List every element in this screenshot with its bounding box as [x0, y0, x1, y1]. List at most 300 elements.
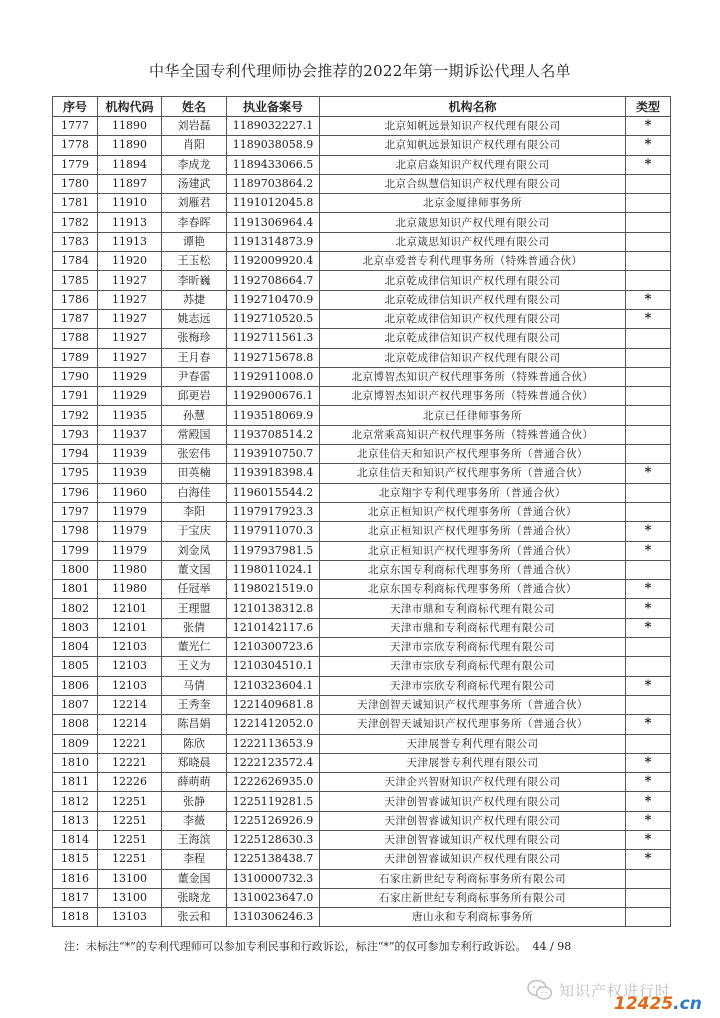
- cell-name: 李薇: [162, 811, 227, 830]
- cell-org-code: 11980: [98, 560, 162, 579]
- cell-seq: 1818: [53, 908, 98, 927]
- cell-type: [626, 502, 671, 521]
- cell-org-name: 北京佳信天和知识产权代理事务所（普通合伙）: [320, 445, 626, 464]
- cell-license-no: 1193918398.4: [227, 464, 320, 483]
- table-row: [53, 580, 671, 599]
- table-row: [53, 117, 671, 136]
- cell-org-code: 11979: [98, 541, 162, 560]
- cell-name: 郑晓晨: [162, 753, 227, 772]
- table-row: [53, 888, 671, 907]
- cell-type: [626, 232, 671, 251]
- cell-org-name: 北京乾成律信知识产权代理有限公司: [320, 290, 626, 309]
- cell-org-name: 北京佳信天和知识产权代理事务所（普通合伙）: [320, 464, 626, 483]
- cell-org-code: 11929: [98, 367, 162, 386]
- cell-org-name: 北京正桓知识产权代理事务所（普通合伙）: [320, 541, 626, 560]
- cell-seq: 1806: [53, 676, 98, 695]
- cell-org-name: 北京箴思知识产权代理有限公司: [320, 213, 626, 232]
- cell-license-no: 1189038058.9: [227, 136, 320, 155]
- cell-license-no: 1197911070.3: [227, 522, 320, 541]
- cell-org-name: 北京知帆远景知识产权代理有限公司: [320, 117, 626, 136]
- table-row: [53, 445, 671, 464]
- cell-name: 薛萌萌: [162, 773, 227, 792]
- cell-org-code: 11979: [98, 522, 162, 541]
- cell-org-name: 天津创智睿诚知识产权代理有限公司: [320, 811, 626, 830]
- table-row: [53, 908, 671, 927]
- cell-type: [626, 174, 671, 193]
- cell-license-no: 1191306964.4: [227, 213, 320, 232]
- table-body: [53, 117, 671, 927]
- cell-seq: 1800: [53, 560, 98, 579]
- cell-name: 陈欣: [162, 734, 227, 753]
- cell-seq: 1793: [53, 425, 98, 444]
- cell-org-code: 11927: [98, 348, 162, 367]
- cell-license-no: 1210304510.1: [227, 657, 320, 676]
- cell-seq: 1792: [53, 406, 98, 425]
- column-header-license-no: 执业备案号: [227, 97, 320, 117]
- cell-org-code: 12251: [98, 830, 162, 849]
- cell-org-code: 11927: [98, 290, 162, 309]
- cell-type: [626, 194, 671, 213]
- cell-license-no: 1210138312.8: [227, 599, 320, 618]
- table-row: [53, 348, 671, 367]
- cell-name: 张云和: [162, 908, 227, 927]
- cell-org-name: 北京乾成律信知识产权代理有限公司: [320, 348, 626, 367]
- cell-seq: 1801: [53, 580, 98, 599]
- cell-name: 肖阳: [162, 136, 227, 155]
- cell-org-code: 12214: [98, 695, 162, 714]
- cell-type: [626, 348, 671, 367]
- cell-name: 王海滨: [162, 830, 227, 849]
- cell-org-code: 11979: [98, 502, 162, 521]
- wechat-icon: [527, 979, 553, 1001]
- footnote-text: 注：未标注“*”的专利代理师可以参加专利民事和行政诉讼，标注“*”的仅可参加专利行政诉讼。: [64, 940, 527, 953]
- cell-org-name: 北京卓爱普专利代理事务所（特殊普通合伙）: [320, 252, 626, 271]
- site-logo: [614, 994, 702, 1016]
- cell-name: 马倩: [162, 676, 227, 695]
- cell-type: *: [626, 715, 671, 734]
- cell-org-name: 北京金厦律师事务所: [320, 194, 626, 213]
- cell-license-no: 1210142117.6: [227, 618, 320, 637]
- cell-org-name: 北京启焱知识产权代理有限公司: [320, 155, 626, 174]
- cell-org-name: 北京正桓知识产权代理事务所（普通合伙）: [320, 522, 626, 541]
- table-row: [53, 734, 671, 753]
- cell-name: 张梅珍: [162, 329, 227, 348]
- cell-name: 李昕巍: [162, 271, 227, 290]
- cell-org-name: 北京箴思知识产权代理有限公司: [320, 232, 626, 251]
- cell-license-no: 1192708664.7: [227, 271, 320, 290]
- cell-seq: 1794: [53, 445, 98, 464]
- cell-seq: 1803: [53, 618, 98, 637]
- cell-name: 李阳: [162, 502, 227, 521]
- table-row: [53, 811, 671, 830]
- cell-name: 李成龙: [162, 155, 227, 174]
- cell-license-no: 1225126926.9: [227, 811, 320, 830]
- table-row: [53, 232, 671, 251]
- cell-seq: 1787: [53, 309, 98, 328]
- cell-org-code: 12103: [98, 638, 162, 657]
- cell-org-code: 12221: [98, 753, 162, 772]
- cell-org-name: 天津创智天诚知识产权代理事务所（普通合伙）: [320, 715, 626, 734]
- cell-seq: 1799: [53, 541, 98, 560]
- cell-seq: 1811: [53, 773, 98, 792]
- cell-seq: 1812: [53, 792, 98, 811]
- cell-name: 王义为: [162, 657, 227, 676]
- cell-seq: 1780: [53, 174, 98, 193]
- cell-type: *: [626, 309, 671, 328]
- cell-seq: 1783: [53, 232, 98, 251]
- cell-seq: 1808: [53, 715, 98, 734]
- cell-license-no: 1222123572.4: [227, 753, 320, 772]
- cell-name: 白海佳: [162, 483, 227, 502]
- cell-license-no: 1210323604.1: [227, 676, 320, 695]
- cell-org-name: 天津市宗欣专利商标代理有限公司: [320, 676, 626, 695]
- cell-name: 任冠举: [162, 580, 227, 599]
- cell-license-no: 1310306246.3: [227, 908, 320, 927]
- cell-org-code: 11897: [98, 174, 162, 193]
- cell-type: [626, 252, 671, 271]
- cell-org-code: 12101: [98, 599, 162, 618]
- cell-org-code: 12101: [98, 618, 162, 637]
- cell-type: [626, 657, 671, 676]
- cell-seq: 1790: [53, 367, 98, 386]
- cell-org-code: 11920: [98, 252, 162, 271]
- table-row: [53, 483, 671, 502]
- cell-name: 董文国: [162, 560, 227, 579]
- table-row: [53, 657, 671, 676]
- table-row: [53, 502, 671, 521]
- cell-type: [626, 560, 671, 579]
- cell-seq: 1804: [53, 638, 98, 657]
- table-row: [53, 792, 671, 811]
- table-header-row: [53, 97, 671, 117]
- table-row: [53, 695, 671, 714]
- cell-license-no: 1191012045.8: [227, 194, 320, 213]
- table-row: [53, 522, 671, 541]
- cell-type: *: [626, 773, 671, 792]
- cell-org-name: 北京正桓知识产权代理事务所（普通合伙）: [320, 502, 626, 521]
- table-row: [53, 715, 671, 734]
- cell-type: *: [626, 290, 671, 309]
- cell-org-code: 12103: [98, 657, 162, 676]
- cell-name: 邱更岩: [162, 387, 227, 406]
- cell-org-code: 11929: [98, 387, 162, 406]
- cell-seq: 1815: [53, 850, 98, 869]
- cell-org-name: 天津创智天诚知识产权代理事务所（普通合伙）: [320, 695, 626, 714]
- cell-seq: 1807: [53, 695, 98, 714]
- cell-seq: 1797: [53, 502, 98, 521]
- cell-license-no: 1189433066.5: [227, 155, 320, 174]
- cell-org-name: 天津创智睿诚知识产权代理有限公司: [320, 830, 626, 849]
- site-logo-number: 12425: [614, 994, 674, 1014]
- cell-license-no: 1310023647.0: [227, 888, 320, 907]
- cell-type: [626, 367, 671, 386]
- cell-org-code: 11910: [98, 194, 162, 213]
- page-title: 中华全国专利代理师协会推荐的2022年第一期诉讼代理人名单: [149, 62, 571, 80]
- cell-org-name: 北京乾成律信知识产权代理有限公司: [320, 329, 626, 348]
- cell-license-no: 1193518069.9: [227, 406, 320, 425]
- cell-org-name: 北京合纵慧信知识产权代理有限公司: [320, 174, 626, 193]
- table-row: [53, 599, 671, 618]
- cell-license-no: 1192710470.9: [227, 290, 320, 309]
- cell-org-name: 北京乾成律信知识产权代理有限公司: [320, 271, 626, 290]
- cell-name: 张宏伟: [162, 445, 227, 464]
- table-row: [53, 290, 671, 309]
- cell-type: *: [626, 522, 671, 541]
- cell-type: [626, 734, 671, 753]
- cell-license-no: 1222626935.0: [227, 773, 320, 792]
- cell-name: 尹春雷: [162, 367, 227, 386]
- cell-org-name: 唐山永和专利商标事务所: [320, 908, 626, 927]
- cell-org-name: 北京博智杰知识产权代理事务所（特殊普通合伙）: [320, 367, 626, 386]
- cell-org-code: 11980: [98, 580, 162, 599]
- cell-org-name: 天津企兴智财知识产权代理有限公司: [320, 773, 626, 792]
- cell-org-name: 天津创智睿诚知识产权代理有限公司: [320, 850, 626, 869]
- agent-roster-table: [52, 96, 671, 927]
- cell-seq: 1778: [53, 136, 98, 155]
- cell-seq: 1809: [53, 734, 98, 753]
- cell-name: 于宝庆: [162, 522, 227, 541]
- cell-type: [626, 483, 671, 502]
- cell-org-code: 13103: [98, 908, 162, 927]
- cell-type: *: [626, 599, 671, 618]
- cell-org-name: 北京已任律师事务所: [320, 406, 626, 425]
- cell-org-code: 12251: [98, 811, 162, 830]
- cell-license-no: 1189703864.2: [227, 174, 320, 193]
- cell-license-no: 1210300723.6: [227, 638, 320, 657]
- cell-name: 张倩: [162, 618, 227, 637]
- cell-type: *: [626, 830, 671, 849]
- cell-name: 张晓龙: [162, 888, 227, 907]
- cell-name: 董金国: [162, 869, 227, 888]
- cell-license-no: 1310000732.3: [227, 869, 320, 888]
- cell-type: *: [626, 811, 671, 830]
- table-row: [53, 329, 671, 348]
- cell-org-name: 天津展誉专利代理有限公司: [320, 734, 626, 753]
- cell-name: 常殿国: [162, 425, 227, 444]
- table-row: [53, 213, 671, 232]
- cell-seq: 1814: [53, 830, 98, 849]
- cell-seq: 1782: [53, 213, 98, 232]
- cell-license-no: 1221409681.8: [227, 695, 320, 714]
- cell-license-no: 1225119281.5: [227, 792, 320, 811]
- watermark-text: 知识产权进行时: [559, 981, 672, 1000]
- cell-org-code: 11890: [98, 117, 162, 136]
- cell-name: 刘雁君: [162, 194, 227, 213]
- cell-license-no: 1225138438.7: [227, 850, 320, 869]
- footnote: [64, 938, 664, 954]
- cell-org-code: 12251: [98, 792, 162, 811]
- cell-name: 苏捷: [162, 290, 227, 309]
- cell-name: 王玉松: [162, 252, 227, 271]
- cell-seq: 1789: [53, 348, 98, 367]
- cell-seq: 1805: [53, 657, 98, 676]
- cell-seq: 1813: [53, 811, 98, 830]
- cell-seq: 1788: [53, 329, 98, 348]
- table-row: [53, 271, 671, 290]
- cell-name: 张静: [162, 792, 227, 811]
- cell-org-code: 11937: [98, 425, 162, 444]
- cell-name: 陈昌娟: [162, 715, 227, 734]
- table-row: [53, 406, 671, 425]
- cell-license-no: 1198021519.0: [227, 580, 320, 599]
- cell-license-no: 1192009920.4: [227, 252, 320, 271]
- cell-org-name: 天津市宗欣专利商标代理有限公司: [320, 638, 626, 657]
- table-row: [53, 252, 671, 271]
- table-row: [53, 773, 671, 792]
- cell-license-no: 1192900676.1: [227, 387, 320, 406]
- cell-org-name: 北京东国专利商标代理事务所（普通合伙）: [320, 560, 626, 579]
- cell-seq: 1784: [53, 252, 98, 271]
- cell-license-no: 1191314873.9: [227, 232, 320, 251]
- cell-org-code: 11927: [98, 271, 162, 290]
- column-header-seq: 序号: [53, 97, 98, 117]
- column-header-name: 姓名: [162, 97, 227, 117]
- cell-license-no: 1189032227.1: [227, 117, 320, 136]
- column-header-org-name: 机构名称: [320, 97, 626, 117]
- cell-org-code: 11939: [98, 445, 162, 464]
- cell-seq: 1785: [53, 271, 98, 290]
- column-header-type: 类型: [626, 97, 671, 117]
- cell-type: *: [626, 580, 671, 599]
- table-row: [53, 830, 671, 849]
- table-row: [53, 869, 671, 888]
- table-row: [53, 676, 671, 695]
- cell-seq: 1786: [53, 290, 98, 309]
- table-row: [53, 136, 671, 155]
- cell-type: [626, 387, 671, 406]
- cell-org-code: 12251: [98, 850, 162, 869]
- cell-org-code: 11960: [98, 483, 162, 502]
- cell-org-name: 天津市鼎和专利商标代理有限公司: [320, 618, 626, 637]
- cell-org-name: 北京知帆远景知识产权代理有限公司: [320, 136, 626, 155]
- cell-org-name: 北京博智杰知识产权代理事务所（特殊普通合伙）: [320, 387, 626, 406]
- cell-license-no: 1193910750.7: [227, 445, 320, 464]
- cell-org-code: 12214: [98, 715, 162, 734]
- cell-org-code: 11939: [98, 464, 162, 483]
- cell-type: *: [626, 850, 671, 869]
- table-row: [53, 464, 671, 483]
- cell-license-no: 1192715678.8: [227, 348, 320, 367]
- cell-type: *: [626, 464, 671, 483]
- table-row: [53, 753, 671, 772]
- table-row: [53, 618, 671, 637]
- cell-org-name: 北京乾成律信知识产权代理有限公司: [320, 309, 626, 328]
- cell-license-no: 1221412052.0: [227, 715, 320, 734]
- cell-org-name: 石家庄新世纪专利商标事务所有限公司: [320, 888, 626, 907]
- cell-type: [626, 213, 671, 232]
- cell-type: [626, 695, 671, 714]
- cell-org-code: 13100: [98, 888, 162, 907]
- cell-type: [626, 445, 671, 464]
- cell-type: *: [626, 136, 671, 155]
- cell-license-no: 1198011024.1: [227, 560, 320, 579]
- cell-type: *: [626, 676, 671, 695]
- table-row: [53, 367, 671, 386]
- cell-type: *: [626, 792, 671, 811]
- cell-org-name: 北京常乘高知识产权代理事务所（特殊普通合伙）: [320, 425, 626, 444]
- cell-seq: 1810: [53, 753, 98, 772]
- table-row: [53, 155, 671, 174]
- table-row: [53, 638, 671, 657]
- cell-org-name: 天津市宗欣专利商标代理有限公司: [320, 657, 626, 676]
- cell-name: 王秀奎: [162, 695, 227, 714]
- cell-org-code: 12226: [98, 773, 162, 792]
- cell-org-name: 天津展誉专利代理有限公司: [320, 753, 626, 772]
- cell-name: 刘岩磊: [162, 117, 227, 136]
- cell-name: 汤建武: [162, 174, 227, 193]
- cell-type: *: [626, 753, 671, 772]
- cell-license-no: 1192911008.0: [227, 367, 320, 386]
- table-row: [53, 560, 671, 579]
- cell-org-name: 天津创智睿诚知识产权代理有限公司: [320, 792, 626, 811]
- cell-license-no: 1193708514.2: [227, 425, 320, 444]
- cell-seq: 1795: [53, 464, 98, 483]
- cell-type: *: [626, 155, 671, 174]
- cell-name: 刘金凤: [162, 541, 227, 560]
- cell-license-no: 1192711561.3: [227, 329, 320, 348]
- cell-license-no: 1222113653.9: [227, 734, 320, 753]
- cell-org-code: 11894: [98, 155, 162, 174]
- table-row: [53, 309, 671, 328]
- table-row: [53, 174, 671, 193]
- table-row: [53, 194, 671, 213]
- cell-type: [626, 638, 671, 657]
- cell-type: [626, 888, 671, 907]
- cell-org-code: 12221: [98, 734, 162, 753]
- cell-org-name: 北京东国专利商标代理事务所（普通合伙）: [320, 580, 626, 599]
- cell-seq: 1791: [53, 387, 98, 406]
- table-row: [53, 425, 671, 444]
- site-logo-suffix: .cn: [673, 994, 702, 1014]
- cell-name: 谭艳: [162, 232, 227, 251]
- cell-org-code: 11913: [98, 232, 162, 251]
- cell-name: 姚志远: [162, 309, 227, 328]
- table-row: [53, 541, 671, 560]
- cell-name: 李春晖: [162, 213, 227, 232]
- cell-license-no: 1192710520.5: [227, 309, 320, 328]
- cell-seq: 1817: [53, 888, 98, 907]
- cell-seq: 1802: [53, 599, 98, 618]
- cell-type: [626, 329, 671, 348]
- cell-seq: 1777: [53, 117, 98, 136]
- cell-seq: 1816: [53, 869, 98, 888]
- cell-name: 田英楠: [162, 464, 227, 483]
- cell-org-code: 11935: [98, 406, 162, 425]
- cell-type: [626, 271, 671, 290]
- cell-org-code: 12103: [98, 676, 162, 695]
- cell-name: 李程: [162, 850, 227, 869]
- cell-type: *: [626, 618, 671, 637]
- cell-license-no: 1196015544.2: [227, 483, 320, 502]
- cell-type: [626, 425, 671, 444]
- cell-org-code: 13100: [98, 869, 162, 888]
- cell-org-code: 11927: [98, 309, 162, 328]
- cell-name: 王理盟: [162, 599, 227, 618]
- cell-name: 孙慧: [162, 406, 227, 425]
- cell-type: [626, 908, 671, 927]
- cell-org-name: 石家庄新世纪专利商标事务所有限公司: [320, 869, 626, 888]
- cell-org-name: 北京翔宇专利代理事务所（普通合伙）: [320, 483, 626, 502]
- table-row: [53, 850, 671, 869]
- column-header-org-code: 机构代码: [98, 97, 162, 117]
- table-row: [53, 387, 671, 406]
- cell-type: [626, 869, 671, 888]
- cell-org-code: 11927: [98, 329, 162, 348]
- cell-type: *: [626, 117, 671, 136]
- cell-org-name: 天津市鼎和专利商标代理有限公司: [320, 599, 626, 618]
- cell-seq: 1781: [53, 194, 98, 213]
- cell-name: 董光仁: [162, 638, 227, 657]
